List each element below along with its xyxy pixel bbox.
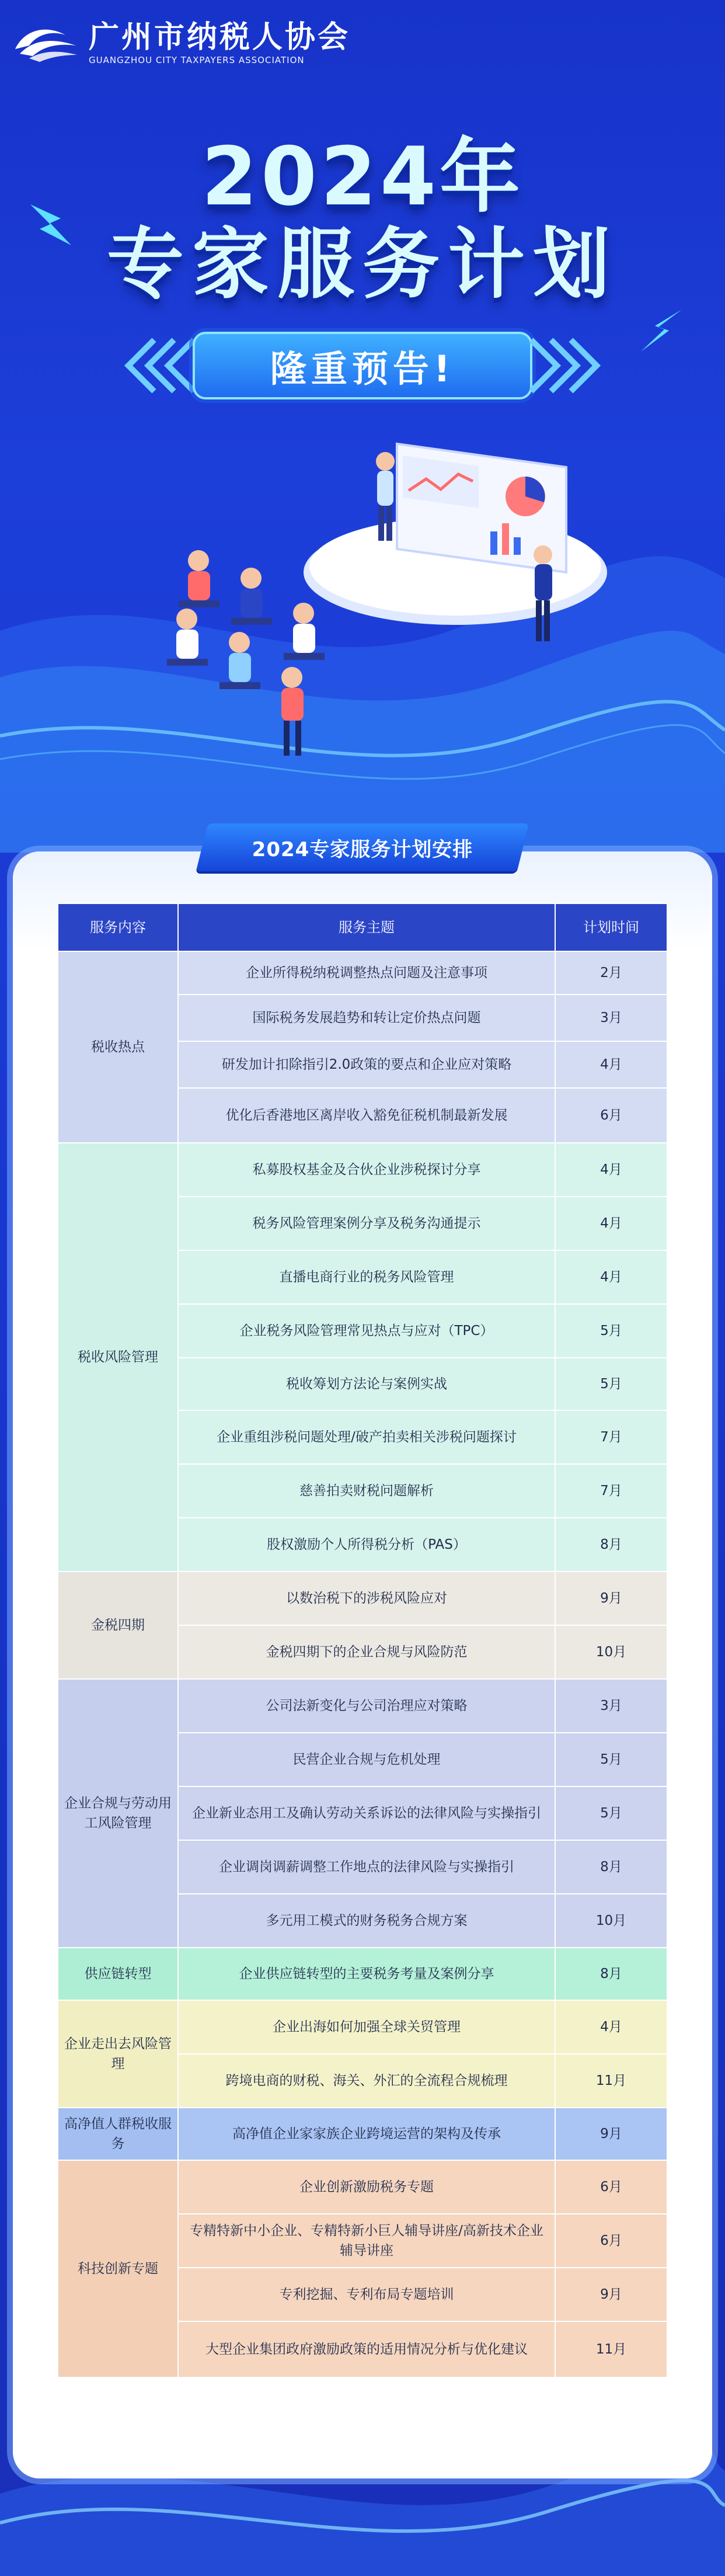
service-topic: 民营企业合规与危机处理 bbox=[178, 1733, 555, 1786]
planned-time: 3月 bbox=[555, 1679, 667, 1733]
main-title: 专家服务计划 bbox=[107, 220, 618, 310]
schedule-table-body bbox=[58, 951, 667, 2377]
service-category: 企业合规与劳动用工风险管理 bbox=[58, 1679, 178, 1948]
table-row bbox=[58, 1143, 667, 1197]
planned-time: 4月 bbox=[555, 1250, 667, 1304]
service-topic: 企业重组涉税问题处理/破产拍卖相关涉税问题探讨 bbox=[178, 1410, 555, 1464]
service-topic: 大型企业集团政府激励政策的适用情况分析与优化建议 bbox=[178, 2321, 555, 2377]
table-row bbox=[58, 1572, 667, 1625]
planned-time: 8月 bbox=[555, 1840, 667, 1894]
planned-time: 8月 bbox=[555, 1948, 667, 2000]
service-topic: 税务风险管理案例分享及税务沟通提示 bbox=[178, 1197, 555, 1250]
service-topic: 慈善拍卖财税问题解析 bbox=[178, 1464, 555, 1518]
service-topic: 跨境电商的财税、海关、外汇的全流程合规梳理 bbox=[178, 2054, 555, 2108]
service-category: 科技创新专题 bbox=[58, 2160, 178, 2377]
table-header-row bbox=[58, 903, 667, 951]
table-row bbox=[58, 1948, 667, 2000]
service-topic: 高净值企业家家族企业跨境运营的架构及传承 bbox=[178, 2108, 555, 2160]
service-category: 税收风险管理 bbox=[58, 1143, 178, 1572]
service-topic: 优化后香港地区离岸收入豁免征税机制最新发展 bbox=[178, 1088, 555, 1143]
planned-time: 11月 bbox=[555, 2054, 667, 2108]
planned-time: 6月 bbox=[555, 1088, 667, 1143]
service-category: 企业走出去风险管理 bbox=[58, 2000, 178, 2108]
service-topic: 国际税务发展趋势和转让定价热点问题 bbox=[178, 995, 555, 1041]
planned-time: 4月 bbox=[555, 2000, 667, 2054]
service-topic: 以数治税下的涉税风险应对 bbox=[178, 1572, 555, 1625]
chevron-right-icon bbox=[530, 335, 612, 396]
planned-time: 7月 bbox=[555, 1464, 667, 1518]
presentation-illustration bbox=[123, 420, 636, 783]
table-row bbox=[58, 2000, 667, 2054]
planned-time: 4月 bbox=[555, 1041, 667, 1088]
service-topic: 企业调岗调薪调整工作地点的法律风险与实操指引 bbox=[178, 1840, 555, 1894]
service-topic: 专精特新中小企业、专精特新小巨人辅导讲座/高新技术企业辅导讲座 bbox=[178, 2214, 555, 2268]
service-topic: 多元用工模式的财务税务合规方案 bbox=[178, 1894, 555, 1948]
service-topic: 股权激励个人所得税分析（PAS） bbox=[178, 1518, 555, 1572]
table-row bbox=[58, 1679, 667, 1733]
header bbox=[12, 20, 350, 65]
planned-time: 9月 bbox=[555, 2108, 667, 2160]
chevron-left-icon bbox=[113, 335, 195, 396]
service-topic: 研发加计扣除指引2.0政策的要点和企业应对策略 bbox=[178, 1041, 555, 1088]
planned-time: 5月 bbox=[555, 1358, 667, 1410]
service-topic: 企业出海如何加强全球关贸管理 bbox=[178, 2000, 555, 2054]
service-category: 高净值人群税收服务 bbox=[58, 2108, 178, 2160]
service-topic: 企业所得税纳税调整热点问题及注意事项 bbox=[178, 951, 555, 995]
planned-time: 5月 bbox=[555, 1733, 667, 1786]
planned-time: 2月 bbox=[555, 951, 667, 995]
schedule-title: 2024专家服务计划安排 bbox=[252, 837, 473, 861]
planned-time: 8月 bbox=[555, 1518, 667, 1572]
column-header: 服务内容 bbox=[58, 903, 178, 951]
planned-time: 11月 bbox=[555, 2321, 667, 2377]
planned-time: 5月 bbox=[555, 1786, 667, 1840]
service-topic: 企业新业态用工及确认劳动关系诉讼的法律风险与实操指引 bbox=[178, 1786, 555, 1840]
planned-time: 9月 bbox=[555, 2268, 667, 2321]
planned-time: 7月 bbox=[555, 1410, 667, 1464]
service-topic: 企业创新激励税务专题 bbox=[178, 2160, 555, 2214]
service-topic: 直播电商行业的税务风险管理 bbox=[178, 1250, 555, 1304]
planned-time: 4月 bbox=[555, 1143, 667, 1197]
announce-banner: 隆重预告! bbox=[193, 332, 532, 399]
table-row bbox=[58, 951, 667, 995]
year-title: 2024年 bbox=[201, 130, 524, 224]
column-header: 服务主题 bbox=[178, 903, 555, 951]
service-category: 供应链转型 bbox=[58, 1948, 178, 2000]
table-row bbox=[58, 2160, 667, 2214]
service-topic: 私募股权基金及合伙企业涉税探讨分享 bbox=[178, 1143, 555, 1197]
org-name-en: GUANGZHOU CITY TAXPAYERS ASSOCIATION bbox=[89, 55, 305, 65]
schedule-table bbox=[57, 903, 668, 2378]
service-topic: 企业供应链转型的主要税务考量及案例分享 bbox=[178, 1948, 555, 2000]
planned-time: 6月 bbox=[555, 2214, 667, 2268]
planned-time: 9月 bbox=[555, 1572, 667, 1625]
lightning-icon bbox=[635, 304, 688, 356]
planned-time: 5月 bbox=[555, 1304, 667, 1358]
service-topic: 公司法新变化与公司治理应对策略 bbox=[178, 1679, 555, 1733]
service-category: 税收热点 bbox=[58, 951, 178, 1143]
planned-time: 10月 bbox=[555, 1894, 667, 1948]
planned-time: 4月 bbox=[555, 1197, 667, 1250]
service-category: 金税四期 bbox=[58, 1572, 178, 1679]
planned-time: 6月 bbox=[555, 2160, 667, 2214]
column-header: 计划时间 bbox=[555, 903, 667, 951]
service-topic: 金税四期下的企业合规与风险防范 bbox=[178, 1625, 555, 1679]
table-row bbox=[58, 2108, 667, 2160]
org-name-cn: 广州市纳税人协会 bbox=[89, 20, 351, 55]
service-topic: 专利挖掘、专利布局专题培训 bbox=[178, 2268, 555, 2321]
service-topic: 企业税务风险管理常见热点与应对（TPC） bbox=[178, 1304, 555, 1358]
service-topic: 税收筹划方法论与案例实战 bbox=[178, 1358, 555, 1410]
planned-time: 3月 bbox=[555, 995, 667, 1041]
logo-wave-icon bbox=[12, 22, 81, 63]
planned-time: 10月 bbox=[555, 1625, 667, 1679]
